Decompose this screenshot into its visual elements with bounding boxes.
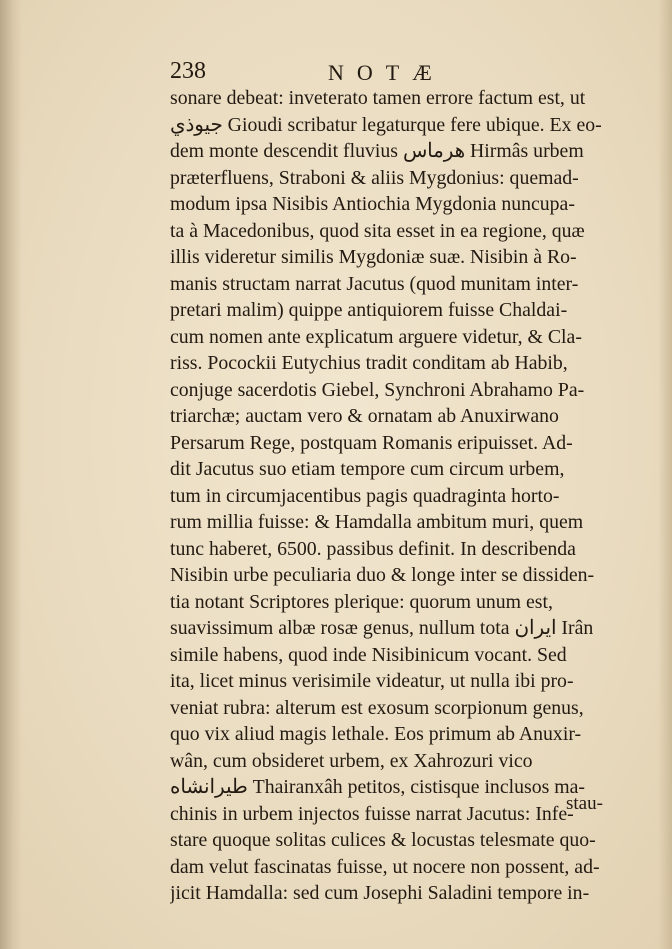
text-line: dem monte descendit fluvius هرماس Hirmâs urbem (170, 140, 584, 162)
body-text (170, 85, 615, 907)
page-header (170, 58, 610, 86)
text-line: suavissimum albæ rosæ genus, nullum tota ايران Irân (170, 617, 594, 639)
page-number: 238 (170, 58, 206, 84)
text-line: tum in circumjacentibus pagis quadraginta horto- (170, 484, 560, 507)
text-line: Nisibin urbe peculiaria duo & longe inter se dissiden- (170, 564, 595, 586)
text-line: rum millia fuisse: & Hamdalla ambitum muri, quem (170, 511, 584, 533)
text-line: طيرانشاه Thairanxâh petitos, cistisque inclusos ma- (170, 776, 585, 798)
text-line: جيوذي Gioudi scribatur legaturque fere ubique. Ex eo- (170, 113, 602, 136)
text-line: wân, cum obsideret urbem, ex Xahrozuri vico (170, 749, 533, 772)
text-line: riss. Pocockii Eutychius tradit conditam ab Habib, (170, 352, 568, 374)
running-title: NOTÆ (328, 60, 445, 85)
text-line: cum nomen ante explicatum arguere videtur, & Cla- (170, 325, 582, 348)
text-line: Persarum Rege, postquam Romanis eripuisset. Ad- (170, 431, 573, 454)
text-line: ta à Macedonibus, quod sita esset in ea regione, quæ (170, 219, 585, 242)
catchword: stau- (566, 793, 603, 814)
text-line: simile habens, quod inde Nisibinicum vocant. Sed (170, 643, 567, 666)
text-line: triarchæ; auctam vero & ornatam ab Anuxirwano (170, 405, 559, 427)
text-line: modum ipsa Nisibis Antiochia Mygdonia nuncupa- (170, 193, 575, 215)
text-line: pretari malim) quippe antiquiorem fuisse Chaldai- (170, 299, 568, 321)
text-line: quo vix aliud magis lethale. Eos primum ab Anuxir- (170, 723, 582, 745)
text-line: jicit Hamdalla: sed cum Josephi Saladini tempore in- (170, 882, 590, 904)
text-line: dam velut fascinatas fuisse, ut nocere non possent, ad- (170, 855, 600, 878)
text-line: veniat rubra: alterum est exosum scorpionum genus, (170, 696, 584, 719)
text-line: illis videretur similis Mygdoniæ suæ. Nisibin à Ro- (170, 246, 577, 268)
text-line: sonare debeat: inveterato tamen errore factum est, ut (170, 87, 586, 109)
text-line: conjuge sacerdotis Giebel, Synchroni Abrahamo Pa- (170, 378, 585, 401)
text-line: stare quoque solitas culices & locustas telesmate quo- (170, 829, 596, 851)
text-line: chinis in urbem injectos fuisse narrat Jacutus: Infe- (170, 802, 574, 825)
text-line: præterfluens, Straboni & aliis Mygdonius: quemad- (170, 166, 579, 189)
text-line: tia notant Scriptores plerique: quorum unum est, (170, 590, 553, 613)
text-line: tunc haberet, 6500. passibus definit. In describenda (170, 537, 576, 560)
text-line: dit Jacutus suo etiam tempore cum circum urbem, (170, 458, 565, 480)
text-line: manis structam narrat Jacutus (quod munitam inter- (170, 272, 579, 295)
text-line: ita, licet minus verisimile videatur, ut nulla ibi pro- (170, 670, 574, 692)
